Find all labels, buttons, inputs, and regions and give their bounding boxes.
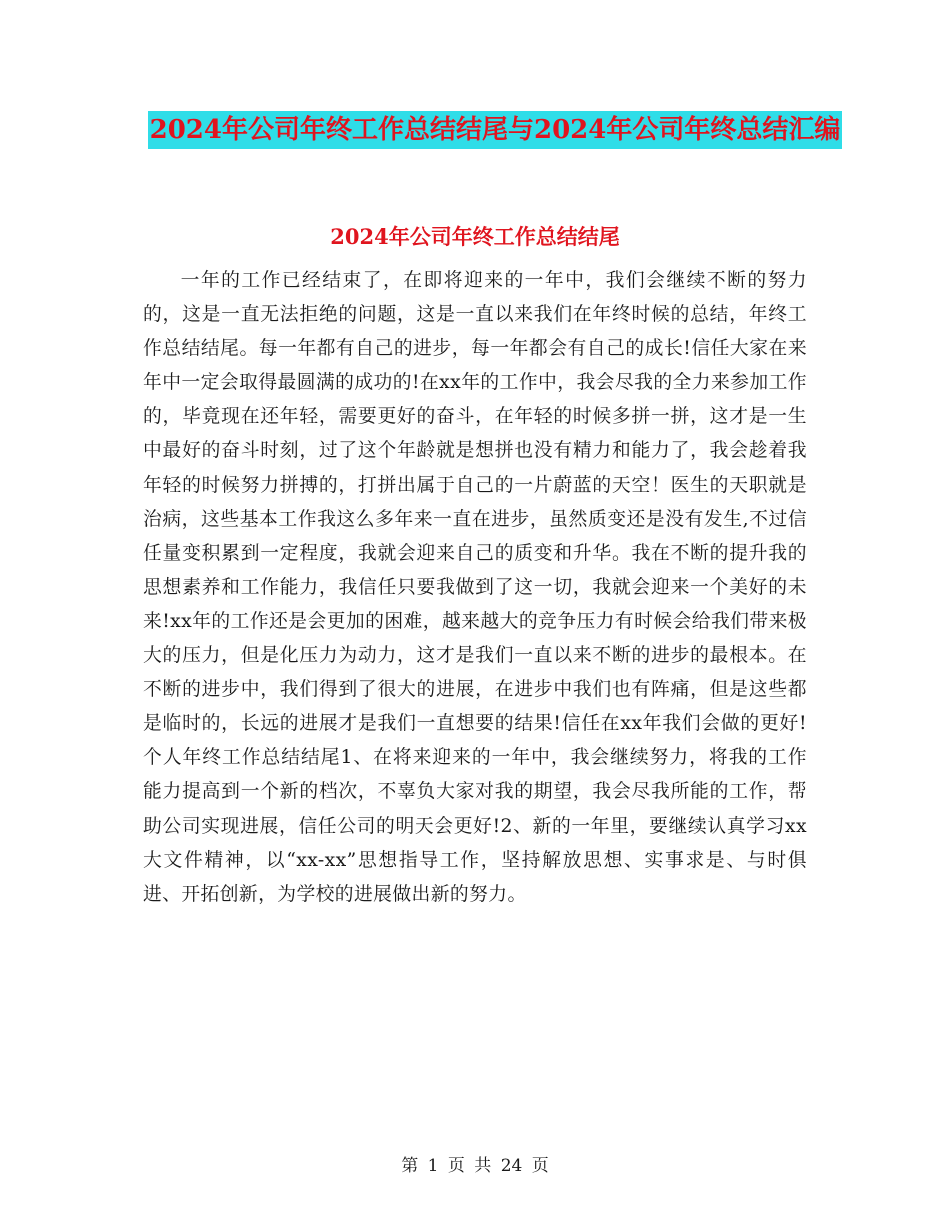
document-title [140,108,850,152]
page-footer: 第 1 页 共 24 页 [401,1156,549,1176]
body-paragraph: 一年的工作已经结束了，在即将迎来的一年中，我们会继续不断的努力的，这是一直无法拒绝的问题，这是一直以来我们在年终时候的总结，年终工作总结结尾。每一年都有自己的进步，每一年都会有自己的成长!信任大家在来年中一定会取得最圆满的成功的!在xx年的工作中，我会尽我的全力来参加工作的，毕竟现在还年轻，需要更好的奋斗，在年轻的时候多拼一拼，这才是一生中最好的奋斗时刻，过了这个年龄就是想拼也没有精力和能力了，我会趁着我年轻的时候努力拼搏的，打拼出属于自己的一片蔚蓝的天空！医生的天职就是治病，这些基本工作我这么多年来一直在进步，虽然质变还是没有发生,不过信任量变积累到一定程度，我就会迎来自己的质变和升华。我在不断的提升我的思想素养和工作能力，我信任只要我做到了这一切，我就会迎来一个美好的未来!xx年的工作还是会更加的困难，越来越大的竞争压力有时候会给我们带来极大的压力，但是化压力为动力，这才是我们一直以来不断的进步的最根本。在不断的进步中，我们得到了很大的进展，在进步中我们也有阵痛，但是这些都是临时的，长远的进展才是我们一直想要的结果!信任在xx年我们会做的更好!个人年终工作总结结尾1、在将来迎来的一年中，我会继续努力，将我的工作能力提高到一个新的档次，不辜负大家对我的期望，我会尽我所能的工作，帮助公司实现进展，信任公司的明天会更好!2、新的一年里，要继续认真学习xx大文件精神，以“xx-xx”思想指导工作，坚持解放思想、实事求是、与时俱进、开拓创新，为学校的进展做出新的努力。 [143,270,807,905]
document-title-text: 2024年公司年终工作总结结尾与2024年公司年终总结汇编 [148,111,843,149]
section-title: 2024年公司年终工作总结结尾 [330,224,620,249]
